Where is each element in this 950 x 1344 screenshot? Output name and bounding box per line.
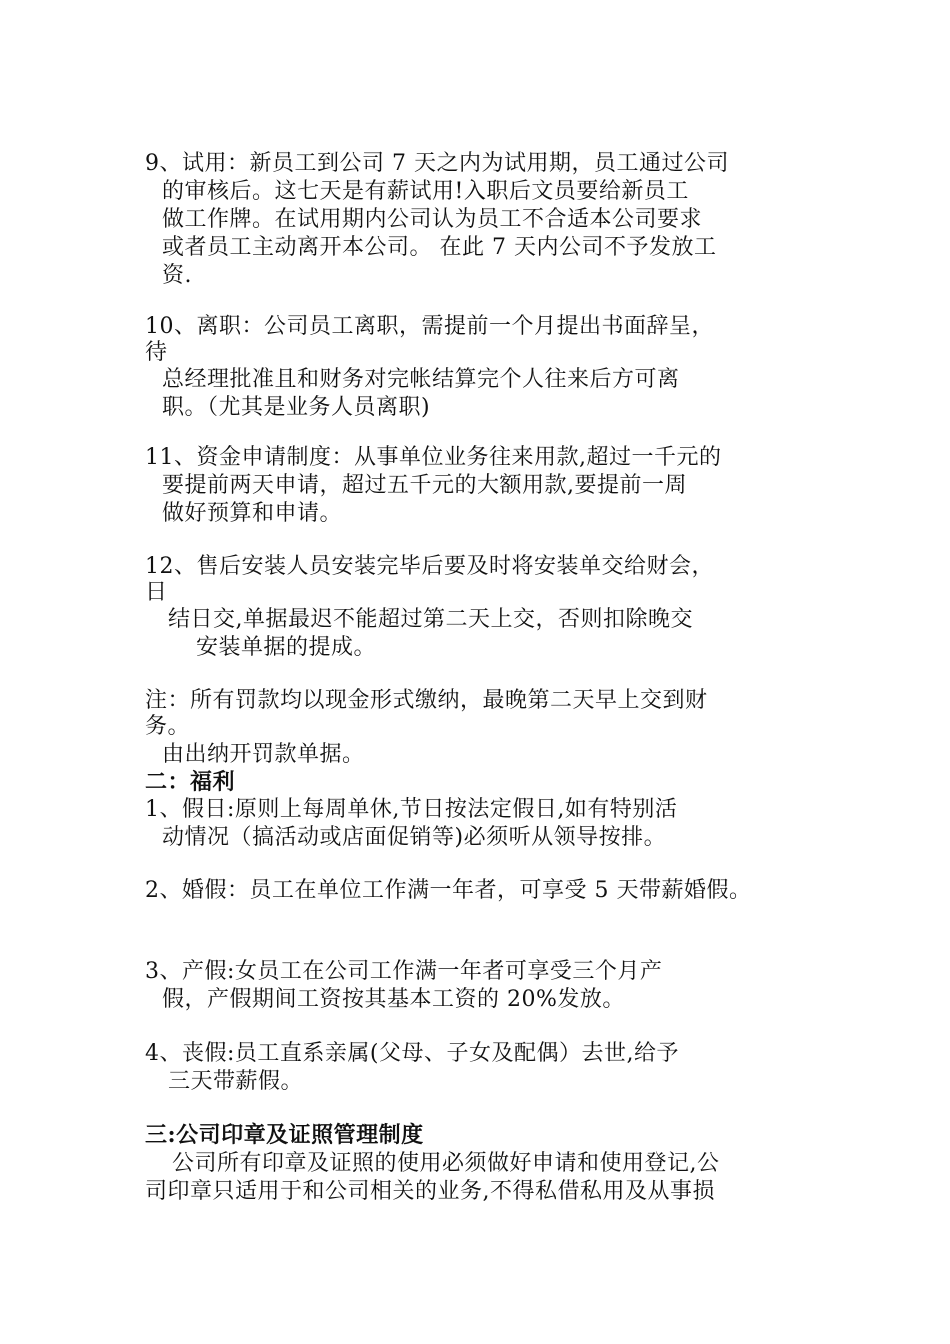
paragraph-line: 2、婚假：员工在单位工作满一年者，可享受 5 天带薪婚假。	[145, 878, 752, 903]
paragraph-line: 总经理批准且和财务对完帐结算完个人往来后方可离	[162, 367, 680, 392]
section-heading-seal: 三:公司印章及证照管理制度	[145, 1122, 424, 1148]
section-heading-benefits: 二：福利	[145, 769, 236, 795]
paragraph-line: 结日交,单据最迟不能超过第二天上交，否则扣除晚交	[168, 607, 693, 632]
paragraph-line: 公司所有印章及证照的使用必须做好申请和使用登记,公	[172, 1151, 720, 1176]
paragraph-line: 待	[145, 340, 168, 365]
paragraph-line: 动情况（搞活动或店面促销等)必须听从领导按排。	[162, 825, 667, 850]
paragraph-line: 务。	[145, 714, 191, 739]
paragraph-line: 做工作牌。在试用期内公司认为员工不合适本公司要求	[162, 207, 703, 232]
paragraph-line: 或者员工主动离开本公司。 在此 7 天内公司不予发放工	[162, 235, 717, 260]
paragraph-line: 10、离职：公司员工离职，需提前一个月提出书面辞呈，	[145, 314, 714, 339]
paragraph-line: 资.	[162, 263, 192, 288]
paragraph-line: 9、试用：新员工到公司 7 天之内为试用期，员工通过公司	[145, 151, 729, 176]
paragraph-line: 由出纳开罚款单据。	[162, 742, 365, 767]
paragraph-line: 12、售后安装人员安装完毕后要及时将安装单交给财会，	[145, 554, 714, 579]
paragraph-line: 的审核后。这七天是有薪试用!入职后文员要给新员工	[162, 179, 689, 204]
paragraph-line: 职。（尤其是业务人员离职)	[162, 395, 431, 420]
paragraph-line: 假，产假期间工资按其基本工资的 20%发放。	[162, 987, 625, 1012]
paragraph-line: 三天带薪假。	[168, 1069, 304, 1094]
paragraph-line: 要提前两天申请，超过五千元的大额用款,要提前一周	[162, 473, 687, 498]
paragraph-line: 安装单据的提成。	[196, 635, 377, 660]
paragraph-line: 1、假日:原则上每周单休,节日按法定假日,如有特别活	[145, 797, 678, 822]
paragraph-line: 注：所有罚款均以现金形式缴纳，最晚第二天早上交到财	[145, 688, 708, 713]
paragraph-line: 11、资金申请制度：从事单位业务往来用款,超过一千元的	[145, 445, 722, 470]
paragraph-line: 司印章只适用于和公司相关的业务,不得私借私用及从事损	[145, 1179, 715, 1204]
paragraph-line: 4、丧假:员工直系亲属(父母、子女及配偶）去世,给予	[145, 1041, 679, 1066]
paragraph-line: 做好预算和申请。	[162, 501, 343, 526]
paragraph-line: 3、产假:女员工在公司工作满一年者可享受三个月产	[145, 959, 663, 984]
paragraph-line: 日	[145, 580, 168, 605]
